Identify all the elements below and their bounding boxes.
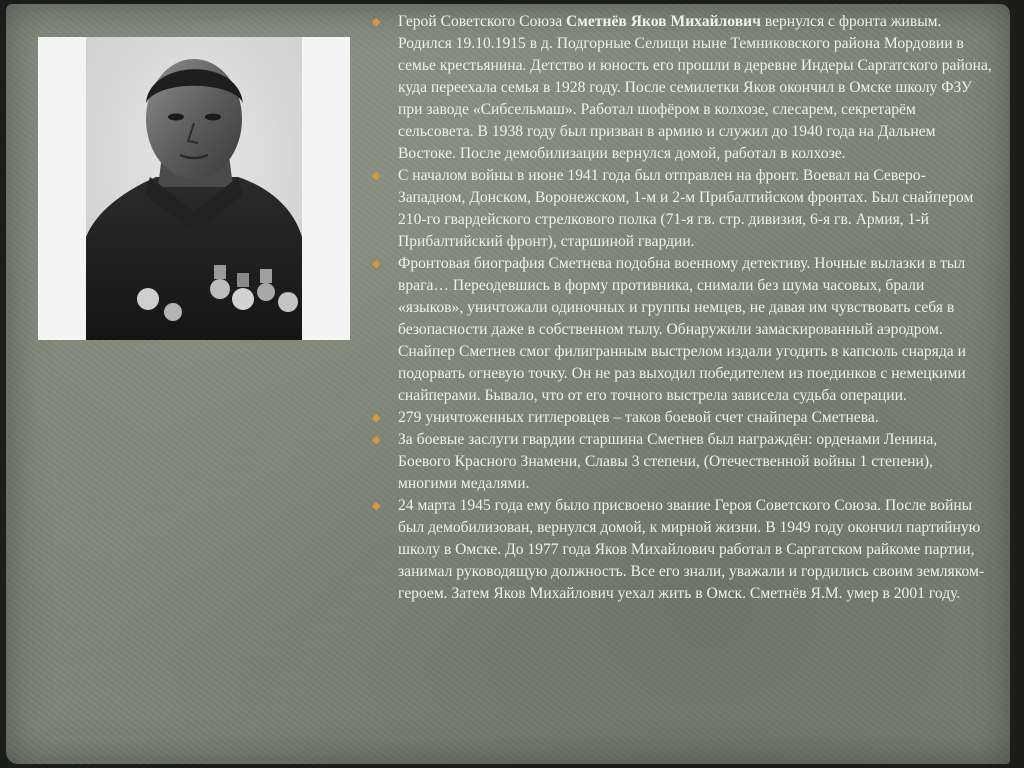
slide <box>6 4 1010 764</box>
bullet-text: 279 уничтоженных гитлеровцев – таков боевой счет снайпера Сметнева. <box>398 409 879 426</box>
portrait-photo <box>38 37 350 340</box>
bullet-item-kill-count <box>372 407 992 429</box>
bullet-marker-icon: ◆ <box>372 16 381 28</box>
portrait-image <box>38 37 350 340</box>
hero-name: Сметнёв Яков Михайлович <box>566 13 761 30</box>
text-content <box>372 11 992 605</box>
bullet-item-biography <box>372 11 992 165</box>
bullet-text: Фронтовая биография Сметнева подобна военному детективу. Ночные вылазки в тыл врага… Переодевшись в форму противника, снимали без шума часовых, брали «языков», уничтожали одиночных и группы немцев, не давая им чувствовать себя в безопасности даже в собственном тылу. Обнаружили замаскированный аэродром. Снайпер Сметнев смог филигранным выстрелом издали угодить в капсюль снаряда и подорвать огневую точку. Он не раз выходил победителем из поединков с немецкими снайперами. Бывало, что от его точного выстрела зависела судьба операции. <box>398 255 966 404</box>
bullet-marker-icon: ◆ <box>372 258 381 270</box>
bullet-marker-icon: ◆ <box>372 500 381 512</box>
bullet-marker-icon: ◆ <box>372 434 381 446</box>
bullet-marker-icon: ◆ <box>372 412 381 424</box>
bullet-marker-icon: ◆ <box>372 170 381 182</box>
bullet-list <box>372 11 992 605</box>
bullet-text: С началом войны в июне 1941 года был отправлен на фронт. Воевал на Северо-Западном, Донском, Воронежском, 1-м и 2-м Прибалтийском фронтах. Был снайпером 210-го гвардейского стрелкового полка (71-я гв. стр. дивизия, 6-я гв. Армия, 1-й Прибалтийский фронт), старшиной гвардии. <box>398 167 974 250</box>
bullet-item-hero-title <box>372 495 992 605</box>
bullet-text-pre: Герой Советского Союза <box>398 13 567 30</box>
bullet-item-awards <box>372 429 992 495</box>
bullet-text: 24 марта 1945 года ему было присвоено звание Героя Советского Союза. После войны был демобилизован, вернулся домой, к мирной жизни. В 1949 году окончил партийную школу в Омске. До 1977 года Яков Михайлович работал в Саргатском райкоме партии, занимал руководящую должность. Все его знали, уважали и гордились своим земляком-героем. Затем Яков Михайлович уехал жить в Омск. Сметнёв Я.М. умер в 2001 году. <box>398 497 985 602</box>
bullet-item-war-start <box>372 165 992 253</box>
bullet-item-front-biography <box>372 253 992 407</box>
bullet-text-post: вернулся с фронта живым. Родился 19.10.1915 в д. Подгорные Селищи ныне Темниковского района Мордовии в семье крестьянина. Детство и юность его прошли в деревне Индеры Саргатского района, куда переехала семья в 1928 году. После семилетки Яков окончил в Омске школу ФЗУ при заводе «Сибсельмаш». Работал шофёром в колхозе, слесарем, секретарём сельсовета. В 1938 году был призван в армию и служил до 1940 года на Дальнем Востоке. После демобилизации вернулся домой, работал в колхозе. <box>398 13 992 162</box>
bullet-text: За боевые заслуги гвардии старшина Сметнев был награждён: орденами Ленина, Боевого Красного Знамени, Славы 3 степени, (Отечественной войны 1 степени), многими медалями. <box>398 431 938 492</box>
